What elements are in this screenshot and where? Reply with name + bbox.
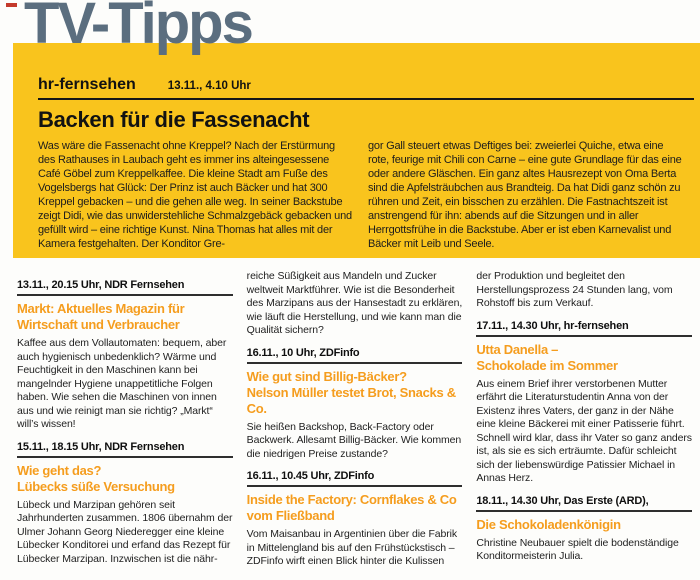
intro-column-1: Was wäre die Fassenacht ohne Kreppel? Nach der Erstürmung des Rathauses in Laubach geht es immer ins alteingesessene Café Göbel zum Kreppelkaffee. Die kleine Stadt am Fuße des Vogelsbergs hat Glück: Der Prinz ist auch Bäcker und hat 300 Kreppel gebacken – und die gehen alle weg. In seiner Backstube zeigt Didi, wie das unwiderstehliche Schmalzgebäck gebacken und gefüllt wird – eine richtige Kunst. Nina Thomas hat alles mit der Kamera festgehalten. Der Konditor Gre- — [38, 140, 352, 250]
entry-title — [476, 342, 692, 374]
entry-datetime: 16.11., 10.45 Uhr, ZDFinfo — [247, 470, 463, 487]
feature-intro — [38, 139, 682, 251]
entry-title — [247, 369, 463, 417]
listing-entry — [247, 347, 463, 462]
entry-title-line2: Lübecks süße Versuchung — [17, 478, 175, 494]
listing-entry — [476, 495, 692, 564]
entry-title: Inside the Factory: Cornflakes & Co vom Fließband — [246, 492, 457, 523]
channel-label: hr-fernsehen — [38, 76, 136, 93]
entry-datetime: 16.11., 10 Uhr, ZDFinfo — [247, 347, 463, 364]
entry-datetime: 17.11., 14.30 Uhr, hr-fernsehen — [476, 320, 692, 337]
page-title: TV-Tipps — [24, 0, 252, 56]
entry-datetime: 13.11., 20.15 Uhr, NDR Fernsehen — [17, 279, 233, 296]
entry-body: Aus einem Brief ihrer verstorbenen Mutter erfährt die Literaturstudentin Anna von der Existenz ihres Vaters, der ganz in der Nähe eine kleine Bäckerei mit einer Patisserie führt. Schnell wird klar, dass ihr Vater so ganz anders ist, als sie es sich erträumte. Dafür schleicht sich der liebenswürdige Patissier Michael in Annas Herz. — [476, 377, 692, 484]
continuation-text: reiche Süßigkeit aus Mandeln und Zucker weltweit Marktführer. Wie ist die Besonderheit des Marzipans aus der Hansestadt zu erklären, wie läuft die Herstellung, und wie kann man die Qualität sichern? — [246, 270, 463, 336]
entry-title: Die Schokoladenkönigin — [476, 516, 621, 532]
entry-title: Markt: Aktuelles Magazin für Wirtschaft und Verbraucher — [17, 301, 185, 332]
entry-body: Vom Maisanbau in Argentinien über die Fabrik in Mittelengland bis auf den Frühstückstisch – ZDFinfo wirft einen Blick hinter die Kulissen — [246, 528, 458, 567]
entry-title-line1: Wie geht das? — [17, 462, 102, 478]
continuation-text: der Produktion und begleitet den Herstellungsprozess 24 Stunden lang, vom Rohstoff bis zum Verkauf. — [476, 270, 673, 309]
listing-column-3 — [476, 270, 692, 580]
entry-body: Lübeck und Marzipan gehören seit Jahrhunderten zusammen. 1806 übernahm der Ulmer Johann Georg Niederegger eine kleine Lübecker Konditorei und erfand das Rezept für Lübecker Marzipan. Inzwischen ist die nähr- — [17, 498, 233, 565]
feature-header — [38, 76, 694, 100]
entry-title-line1: Utta Danella – — [476, 341, 559, 357]
listing-column-2 — [247, 270, 463, 580]
listing-entry — [17, 441, 233, 567]
feature-box — [13, 43, 700, 258]
entry-title-line2: Schokolade im Sommer — [476, 357, 618, 373]
listing-entry — [247, 470, 463, 569]
feature-datetime: 13.11., 4.10 Uhr — [167, 80, 251, 92]
entry-title-line2: Nelson Müller testet Brot, Snacks & Co. — [246, 384, 456, 416]
entry-body: Christine Neubauer spielt die bodenständige Konditormeisterin Julia. — [476, 536, 679, 562]
feature-title: Backen für die Fassenacht — [38, 107, 310, 132]
entry-body: Sie heißen Backshop, Back-Factory oder Backwerk. Allesamt Billig-Bäcker. Wie kommen die niedrigen Preise zustande? — [246, 420, 462, 460]
listing-entry — [17, 279, 233, 432]
feature-article — [13, 43, 700, 251]
intro-column-2: gor Gall steuert etwas Deftiges bei: zweierlei Quiche, etwa eine rote, feurige mit Chili con Carne – eine gute Grundlage für das eine oder andere Gläschen. Ein ganz altes Hausrezept von Oma Berta sind die Apfelsträubchen aus Brandteig. Da hat Didi ganz schön zu rühren und Zeit, ein bisschen zu erzählen. Die Fastnachtszeit ist anstrengend für ihn: abends auf die Sitzungen und in aller Herrgottsfrühe in die Backstube. Aber er ist eben Karnevalist und Bäcker mit Leib und Seele. — [368, 140, 682, 250]
entry-title — [17, 463, 233, 495]
entry-title-line1: Wie gut sind Billig-Bäcker? — [246, 368, 407, 384]
listings — [17, 270, 692, 580]
red-registration-mark — [6, 3, 17, 7]
listing-column-1 — [17, 270, 233, 580]
listing-entry — [476, 320, 692, 486]
entry-datetime: 18.11., 14.30 Uhr, Das Erste (ARD), — [476, 495, 692, 512]
entry-body: Kaffee aus dem Vollautomaten: bequem, aber auch hygienisch unbedenklich? Wärme und Feuchtigkeit in den Maschinen kann bei mangelnder Hygiene unappetitliche Folgen haben. Wie sehen die Maschinen von innen aus und wie reinigt man sie richtig? „Markt“ will’s wissen! — [17, 337, 227, 430]
entry-datetime: 15.11., 18.15 Uhr, NDR Fernsehen — [17, 441, 233, 458]
